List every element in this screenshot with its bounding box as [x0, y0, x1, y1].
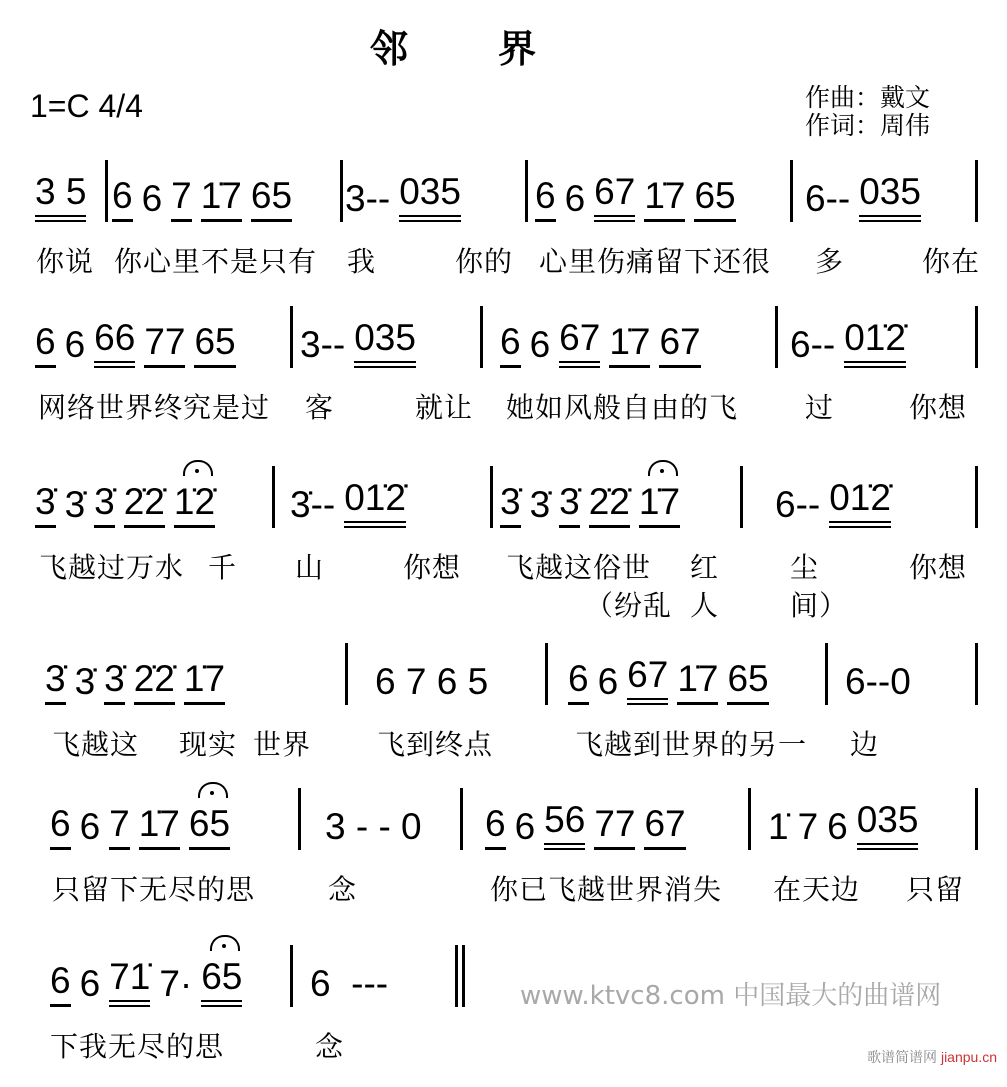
lyric: 飞越到世界的另一	[575, 728, 808, 761]
lyric: 念	[328, 873, 358, 906]
note-group: 2̇2̇	[134, 659, 175, 705]
lyric: 你想	[909, 391, 968, 424]
note-group: 65	[694, 176, 735, 222]
lyric: 只留	[906, 873, 965, 906]
lyric: 千	[208, 551, 238, 584]
note-group: 6	[79, 963, 101, 1004]
note-group: 6	[35, 322, 56, 368]
note-group: 6	[827, 806, 848, 847]
lyric: 尘	[790, 551, 820, 584]
note-group: 1̇7	[644, 176, 685, 222]
note-group: 65	[251, 176, 292, 222]
barline	[340, 160, 343, 222]
fermata-icon	[210, 935, 240, 951]
lyric: 山	[295, 551, 325, 584]
footer-domain: jianpu.cn	[940, 1049, 997, 1065]
note-group: 6	[597, 661, 619, 702]
measure	[45, 655, 225, 705]
note-group: 67	[559, 318, 600, 368]
note-group: 6	[141, 178, 163, 219]
lyric: 边	[850, 728, 880, 761]
measure	[345, 172, 461, 222]
measure	[775, 478, 891, 528]
lyric: 她如风般自由的飞	[506, 391, 739, 424]
note-group: 67	[627, 655, 668, 705]
lyric: 你的	[455, 245, 514, 278]
measure	[300, 318, 416, 368]
note-group: 6	[514, 806, 536, 847]
fermata-icon	[648, 460, 678, 476]
title-char: 界	[498, 27, 537, 71]
credits	[805, 84, 930, 140]
barline	[525, 160, 528, 222]
barline	[545, 643, 548, 705]
barline	[490, 466, 493, 528]
lyric: 你想	[909, 551, 968, 584]
note-group: 3̇	[74, 661, 96, 702]
note-group: 1̇	[768, 806, 789, 847]
title-char: 邻	[370, 27, 409, 71]
note-group: 6	[485, 804, 506, 850]
score-row	[0, 318, 1007, 448]
measure	[375, 655, 488, 705]
note-group: 6	[64, 324, 86, 365]
barline	[105, 160, 108, 222]
note-group: 67	[594, 172, 635, 222]
lyric: 在天边	[773, 873, 861, 906]
barline	[290, 306, 293, 368]
note-group: 3̇	[500, 482, 521, 528]
barline	[975, 788, 978, 850]
barline	[975, 466, 978, 528]
lyric: 你说	[36, 245, 95, 278]
note-group: 1̇7	[677, 659, 718, 705]
lyric: 心里伤痛留下还很	[539, 245, 772, 278]
note-group: 6	[568, 659, 589, 705]
measure	[325, 800, 422, 850]
note-group: 1̇7	[139, 804, 180, 850]
note-group: 6	[112, 176, 133, 222]
lyric-alt-verse: （纷乱	[585, 589, 673, 622]
note-group: 6	[500, 322, 521, 368]
note-group: 1̇2̇	[174, 482, 215, 528]
lyric: 世界	[253, 728, 312, 761]
note-group: 3̇	[529, 484, 551, 525]
score-row	[0, 957, 1007, 1087]
lyric: 你想	[403, 551, 462, 584]
note-group: 6 7 6 5	[375, 661, 489, 702]
note-group: 71̇	[109, 957, 150, 1007]
lyric-alt-verse: 人	[690, 589, 720, 622]
barline	[825, 643, 828, 705]
note-group: 3̇	[94, 482, 115, 528]
measure	[290, 478, 406, 528]
note-group: 77	[144, 322, 185, 368]
measure	[845, 655, 911, 705]
barline	[290, 945, 293, 1007]
note-group: 3̇	[35, 482, 56, 528]
note-group: 3̇	[559, 482, 580, 528]
fermata-icon	[183, 460, 213, 476]
lyric: 过	[805, 391, 835, 424]
note-group: 77	[594, 804, 635, 850]
note-group: 67	[644, 804, 685, 850]
note-group: 3--	[300, 324, 346, 365]
note-group: 6--0	[845, 661, 911, 702]
note-group: 01̇2̇	[344, 478, 406, 528]
note-group: 7	[109, 804, 130, 850]
barline	[740, 466, 743, 528]
measure	[768, 800, 918, 850]
note-group: 56	[544, 800, 585, 850]
measure	[50, 800, 230, 850]
score-row	[0, 477, 1007, 622]
score-row	[0, 800, 1007, 930]
lyric: 你在	[922, 245, 981, 278]
footer-logo	[867, 1047, 997, 1067]
lyric: 你已飞越世界消失	[490, 873, 723, 906]
note-group: 6	[79, 806, 101, 847]
note-group: 3̇	[64, 484, 86, 525]
barline	[975, 643, 978, 705]
note-group: 6--	[805, 178, 851, 219]
measure	[805, 172, 921, 222]
note-group: 6	[564, 178, 586, 219]
note-group: 035	[354, 318, 416, 368]
note-group: 66	[94, 318, 135, 368]
note-group: 6--	[775, 484, 821, 525]
note-group: 3 5	[35, 172, 86, 222]
measure	[112, 172, 292, 222]
note-group: 1̇7	[639, 482, 680, 528]
measure	[310, 957, 388, 1007]
note-group: 1̇7	[201, 176, 242, 222]
barline	[460, 788, 463, 850]
note-group: 67	[659, 322, 700, 368]
lyric-alt-verse: 间）	[790, 589, 849, 622]
note-group: 65	[727, 659, 768, 705]
measure	[50, 957, 242, 1007]
measure	[535, 172, 736, 222]
note-group: 1̇7	[609, 322, 650, 368]
lyric: 现实	[179, 728, 238, 761]
note-group: 6 ---	[310, 963, 389, 1004]
note-group: 01̇2̇	[844, 318, 906, 368]
lyric: 我	[347, 245, 377, 278]
score-row	[0, 172, 1007, 302]
note-group: 65	[194, 322, 235, 368]
note-group: 6	[535, 176, 556, 222]
lyric: 下我无尽的思	[50, 1030, 225, 1063]
note-group: 3̇	[45, 659, 66, 705]
lyric: 就让	[415, 391, 474, 424]
lyric: 飞越这俗世	[506, 551, 652, 584]
note-group: 035	[399, 172, 461, 222]
note-group: 01̇2̇	[829, 478, 891, 528]
barline	[748, 788, 751, 850]
key-signature: 1=C 4/4	[30, 88, 143, 124]
measure	[35, 172, 86, 222]
note-group: 65	[201, 957, 242, 1007]
lyricist: 作词：周伟	[805, 111, 931, 140]
note-group: 6	[529, 324, 551, 365]
note-group: 035	[859, 172, 921, 222]
lyric: 只留下无尽的思	[52, 873, 256, 906]
barline	[975, 160, 978, 222]
note-group: 65	[189, 804, 230, 850]
note-group: 1̇7	[184, 659, 225, 705]
note-group: 3̇--	[290, 484, 336, 525]
note-group: 6--	[790, 324, 836, 365]
note-group: 3̇	[104, 659, 125, 705]
note-group: 2̇2̇	[124, 482, 165, 528]
final-barline	[455, 945, 458, 1007]
barline	[272, 466, 275, 528]
measure	[790, 318, 906, 368]
note-group: 6	[50, 804, 71, 850]
note-group: 7·	[159, 963, 193, 1004]
measure	[485, 800, 686, 850]
score-row	[0, 655, 1007, 785]
note-group: 035	[857, 800, 919, 850]
note-group: 7	[797, 806, 819, 847]
barline	[345, 643, 348, 705]
song-title	[370, 18, 536, 73]
lyric: 客	[305, 391, 335, 424]
lyric: 飞越过万水	[39, 551, 185, 584]
lyric: 网络世界终究是过	[38, 391, 271, 424]
final-barline	[462, 945, 465, 1007]
measure	[568, 655, 769, 705]
measure	[500, 478, 680, 528]
note-group: 3--	[345, 178, 391, 219]
measure	[500, 318, 701, 368]
barline	[975, 306, 978, 368]
lyric: 飞越这	[52, 728, 140, 761]
composer: 作曲：戴文	[805, 83, 931, 112]
barline	[298, 788, 301, 850]
lyric: 念	[315, 1030, 345, 1063]
note-group: 2̇2̇	[589, 482, 630, 528]
watermark: www.ktvc8.com 中国最大的曲谱网	[520, 981, 942, 1011]
barline	[775, 306, 778, 368]
footer-site: 歌谱简谱网	[867, 1049, 938, 1065]
measure	[35, 478, 215, 528]
note-group: 6	[50, 961, 71, 1007]
lyric: 红	[690, 551, 720, 584]
lyric: 飞到终点	[377, 728, 494, 761]
measure	[35, 318, 236, 368]
note-group: 3 - - 0	[325, 806, 422, 847]
note-group: 7	[171, 176, 192, 222]
barline	[480, 306, 483, 368]
barline	[790, 160, 793, 222]
lyric: 多	[815, 245, 845, 278]
lyric: 你心里不是只有	[114, 245, 318, 278]
